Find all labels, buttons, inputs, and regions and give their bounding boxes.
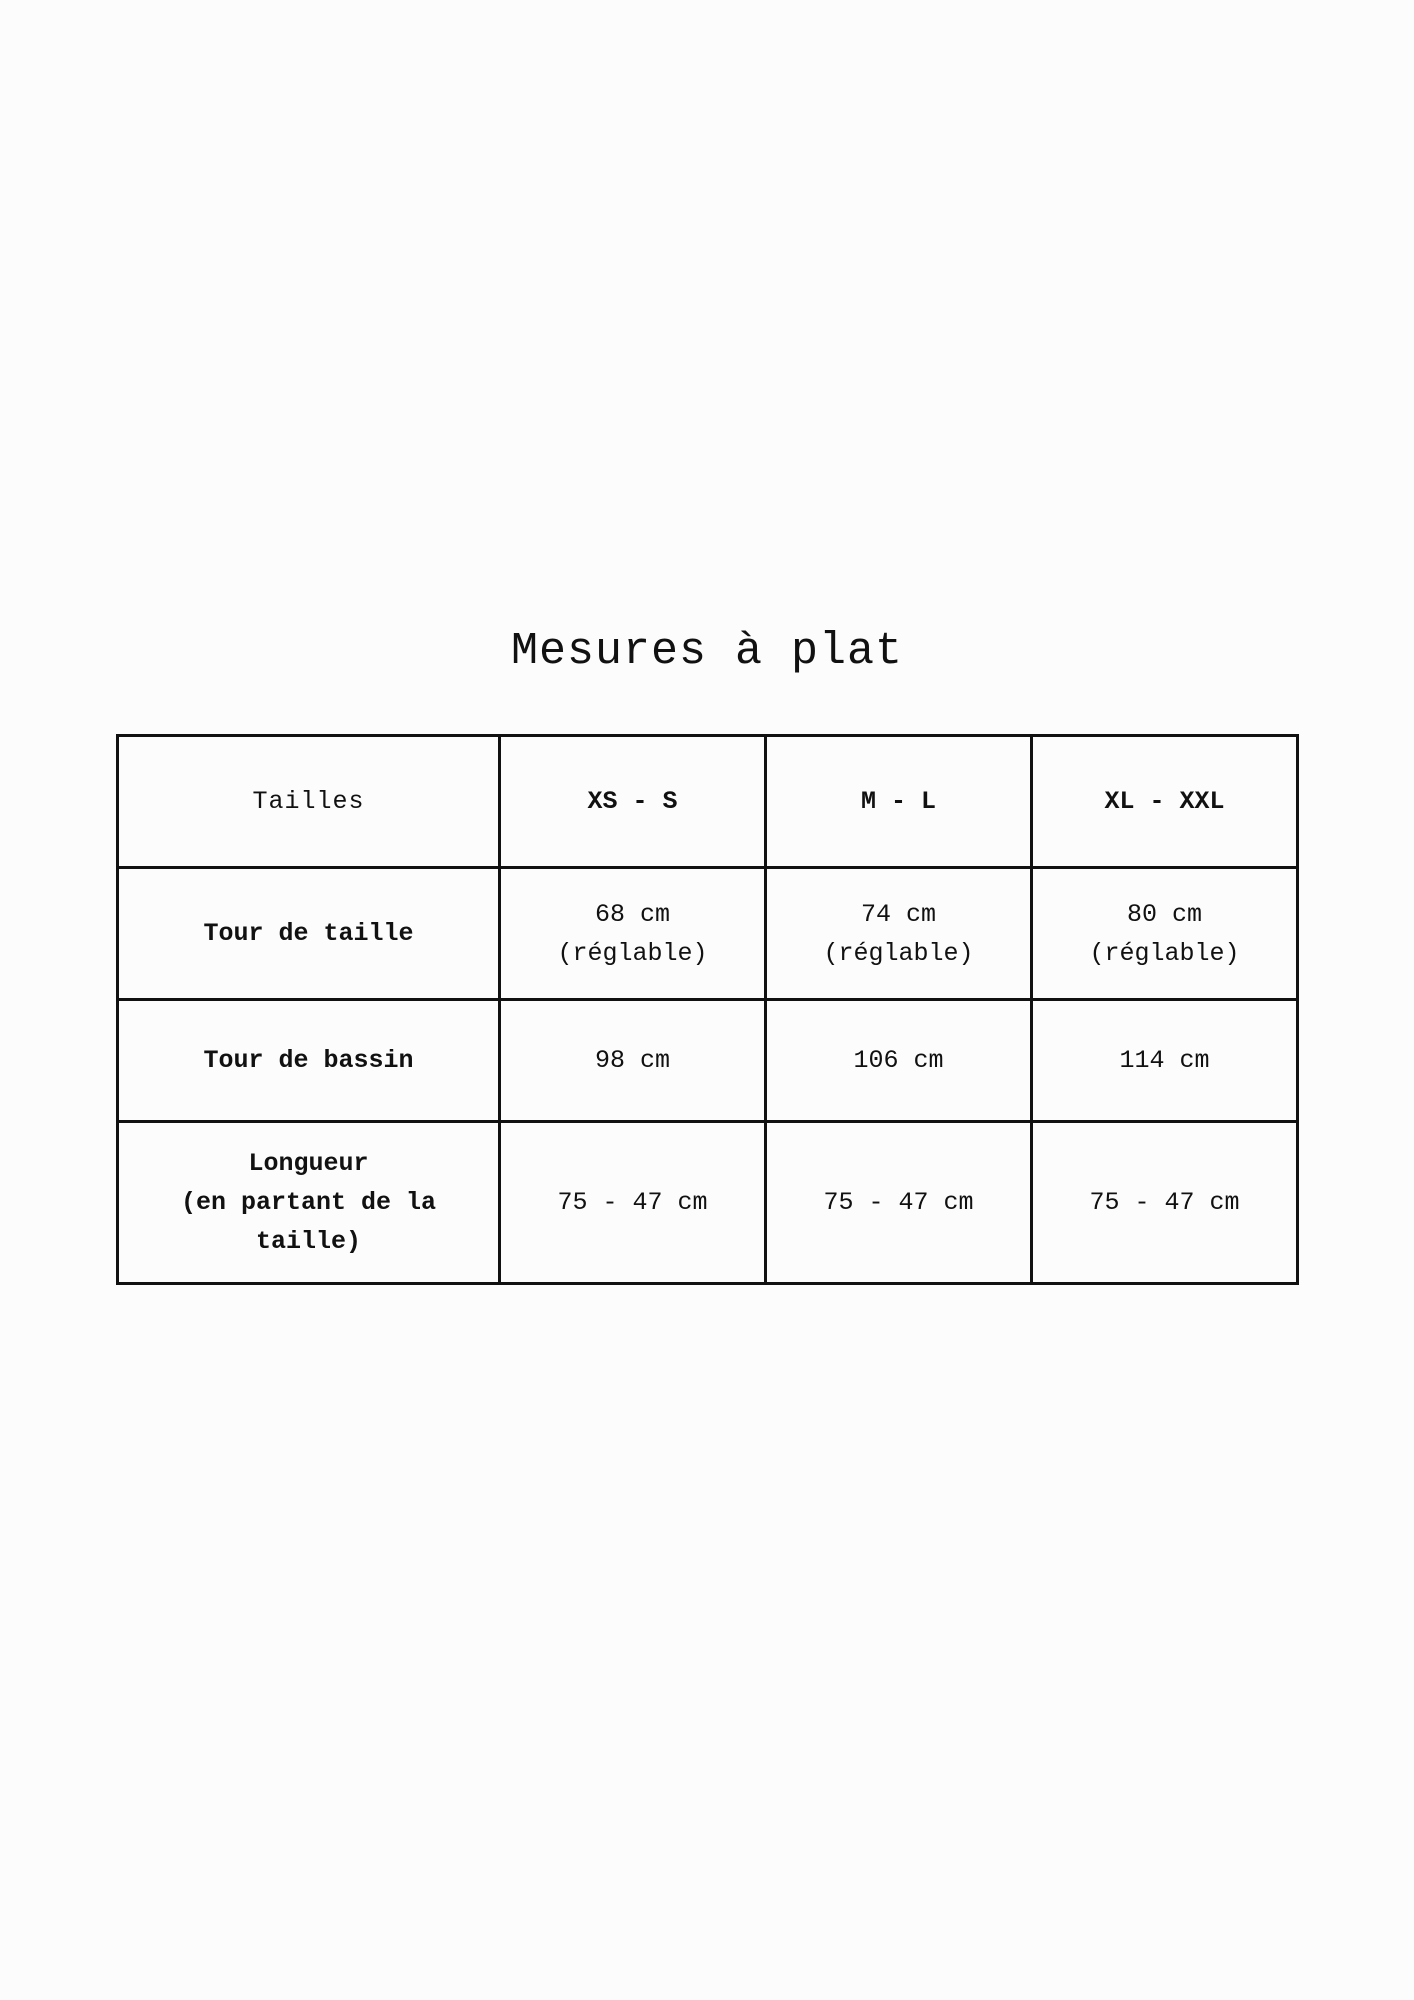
header-size-cell: XS - S — [500, 736, 766, 868]
row-label-cell: Longueur (en partant de la taille) — [118, 1122, 500, 1284]
value-cell: 75 - 47 cm — [766, 1122, 1032, 1284]
table-row — [118, 1000, 1298, 1122]
value-cell: 74 cm (réglable) — [766, 868, 1032, 1000]
value-cell: 75 - 47 cm — [1032, 1122, 1298, 1284]
value-cell: 114 cm — [1032, 1000, 1298, 1122]
row-label-cell: Tour de bassin — [118, 1000, 500, 1122]
page-title: Mesures à plat — [510, 626, 904, 677]
value-cell: 80 cm (réglable) — [1032, 868, 1298, 1000]
header-label-cell: Tailles — [118, 736, 500, 868]
value-cell: 106 cm — [766, 1000, 1032, 1122]
value-cell: 75 - 47 cm — [500, 1122, 766, 1284]
value-cell: 98 cm — [500, 1000, 766, 1122]
value-cell: 68 cm (réglable) — [500, 868, 766, 1000]
table-header-row — [118, 736, 1298, 868]
table-row — [118, 1122, 1298, 1284]
header-size-cell: M - L — [766, 736, 1032, 868]
row-label-cell: Tour de taille — [118, 868, 500, 1000]
table-row — [118, 868, 1298, 1000]
size-table — [116, 734, 1299, 1285]
header-size-cell: XL - XXL — [1032, 736, 1298, 868]
